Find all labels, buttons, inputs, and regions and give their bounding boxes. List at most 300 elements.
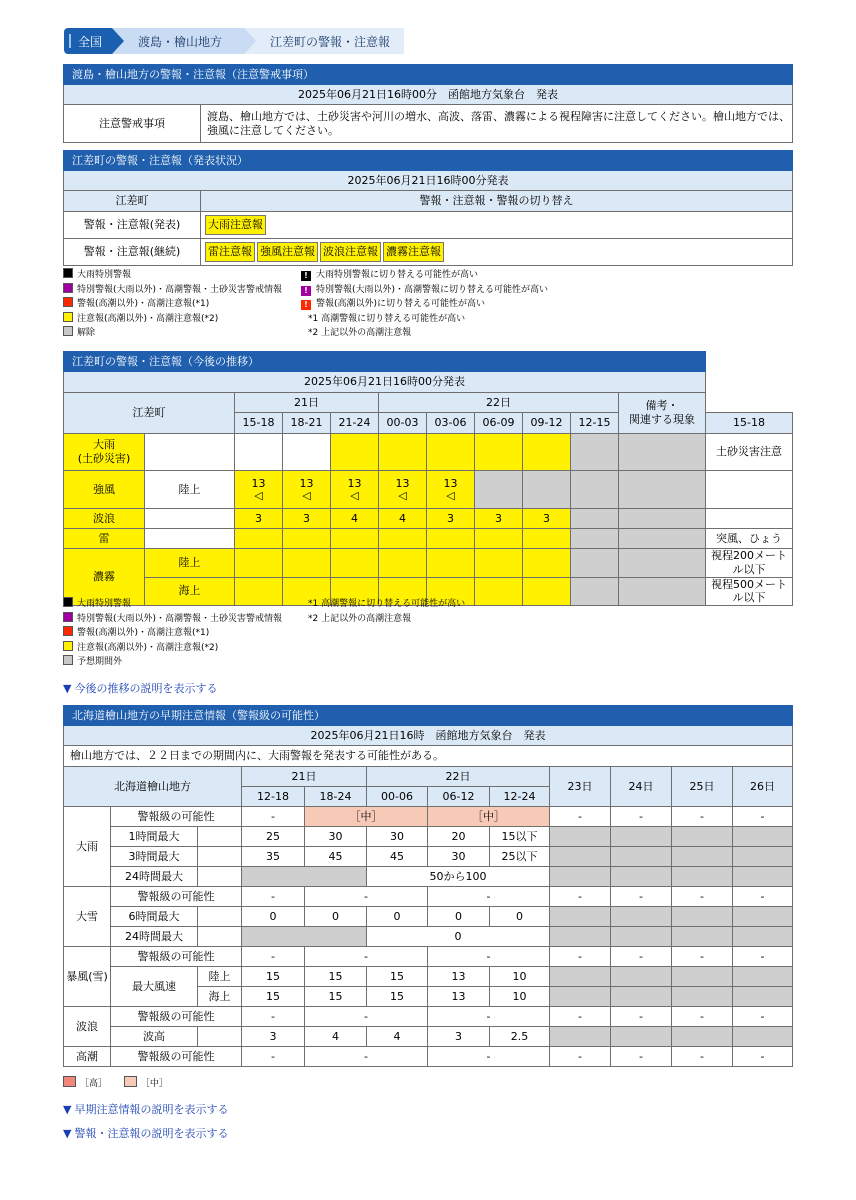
swatch-icon xyxy=(63,641,73,651)
value-cell: - xyxy=(733,887,793,907)
cell xyxy=(475,577,523,606)
legend-item xyxy=(301,297,548,312)
fog-sea-note: 視程500メートル以下 xyxy=(706,577,793,606)
warnings-header: 警報・注意報・警報の切り替え xyxy=(201,191,793,212)
cell xyxy=(619,434,706,471)
value-cell: - xyxy=(242,1007,305,1027)
legend-text: *2 上記以外の高潮注意報 xyxy=(308,328,412,339)
cell xyxy=(523,577,571,606)
r3h-label: 3時間最大 xyxy=(111,847,198,867)
value-cell: 30 xyxy=(428,847,490,867)
land-label: 陸上 xyxy=(145,549,235,578)
legend-item xyxy=(63,641,282,656)
wave-label: 波浪 xyxy=(64,1007,111,1047)
cell xyxy=(672,827,733,847)
day-header: 21日 xyxy=(242,767,367,787)
cell xyxy=(619,509,706,529)
cell xyxy=(672,907,733,927)
legend-right xyxy=(301,268,548,341)
value-cell: 30 xyxy=(305,827,367,847)
thunder-label: 雷 xyxy=(64,529,145,549)
possibility-label: 警報級の可能性 xyxy=(111,947,242,967)
value-cell: 3 xyxy=(242,1027,305,1047)
cell xyxy=(571,577,619,606)
cell xyxy=(283,549,331,578)
warning-chip[interactable]: 濃霧注意報 xyxy=(383,242,444,262)
value-cell: - xyxy=(550,887,611,907)
value-cell: 35 xyxy=(242,847,305,867)
land-label: 陸上 xyxy=(145,471,235,509)
time-header: 00-03 xyxy=(379,413,427,434)
toggle-forecast-explanation-link[interactable] xyxy=(63,680,220,696)
cell xyxy=(733,987,793,1007)
wind-value: 13 xyxy=(395,476,410,490)
breadcrumb-region-label: 渡島・檜山地方 xyxy=(138,34,223,49)
swatch-icon xyxy=(63,268,73,278)
cell xyxy=(611,847,672,867)
swatch-icon xyxy=(63,612,73,622)
section-header: 江差町の警報・注意報（発表状況） xyxy=(64,151,793,171)
cell xyxy=(198,907,242,927)
swatch-icon xyxy=(63,626,73,636)
continued-label: 警報・注意報(継続) xyxy=(64,239,201,266)
heavy-rain-label xyxy=(64,434,145,471)
value-cell: - xyxy=(550,807,611,827)
exclamation-icon: ! xyxy=(301,271,311,281)
time-header: 12-18 xyxy=(242,787,305,807)
value-cell: - xyxy=(428,1047,550,1067)
cell xyxy=(672,967,733,987)
swatch-icon xyxy=(63,297,73,307)
cell xyxy=(283,529,331,549)
value-cell: 15 xyxy=(242,987,305,1007)
value-cell: 3 xyxy=(428,1027,490,1047)
wind-value: 13 xyxy=(299,476,314,490)
cell xyxy=(571,549,619,578)
fog-label: 濃霧 xyxy=(64,549,145,606)
day-header: 26日 xyxy=(733,767,793,807)
swatch-icon xyxy=(63,326,73,336)
cell xyxy=(145,509,235,529)
wind-cell xyxy=(331,471,379,509)
value-cell: - xyxy=(242,807,305,827)
wave-value: 4 xyxy=(331,509,379,529)
value-cell: 13 xyxy=(428,987,490,1007)
legend-text: 大雨特別警報 xyxy=(77,270,132,280)
legend-text: 注意報(高潮以外)・高潮注意報(*2) xyxy=(77,313,219,324)
value-cell: 15 xyxy=(305,967,367,987)
cell xyxy=(733,967,793,987)
value-cell: 15 xyxy=(367,967,428,987)
time-header: 00-06 xyxy=(367,787,428,807)
cell xyxy=(550,827,611,847)
label-line: 大雨 xyxy=(93,438,115,452)
time-header: 09-12 xyxy=(523,413,571,434)
label-line: (土砂災害) xyxy=(77,452,131,465)
cell xyxy=(611,987,672,1007)
warning-chip[interactable]: 大雨注意報 xyxy=(205,215,266,235)
cell xyxy=(331,529,379,549)
day-header: 25日 xyxy=(672,767,733,807)
legend-item xyxy=(63,597,282,612)
cell xyxy=(733,847,793,867)
link-text: 今後の推移の説明を表示する xyxy=(74,682,218,695)
wind-direction-icon: ◁ xyxy=(254,489,263,503)
continued-warnings xyxy=(201,239,793,266)
cell xyxy=(331,434,379,471)
value-cell: 2.5 xyxy=(490,1027,550,1047)
swatch-icon xyxy=(63,1076,76,1087)
s6h-label: 6時間最大 xyxy=(111,907,198,927)
r24h-label: 24時間最大 xyxy=(111,867,198,887)
swatch-icon xyxy=(63,655,73,665)
cell xyxy=(571,471,619,509)
cell xyxy=(706,509,793,529)
value-cell: 13 xyxy=(428,967,490,987)
value-cell: - xyxy=(611,807,672,827)
legend-text: 警報(高潮以外)・高潮注意報(*1) xyxy=(77,628,210,639)
breadcrumb-national[interactable] xyxy=(64,28,112,54)
wind-label: 強風 xyxy=(64,471,145,509)
legend-text: ［高］ xyxy=(80,1079,108,1089)
value-cell: 45 xyxy=(305,847,367,867)
value-cell: - xyxy=(305,1047,428,1067)
legend-item xyxy=(63,326,282,341)
cell xyxy=(733,927,793,947)
possibility-label: 警報級の可能性 xyxy=(111,1007,242,1027)
swatch-icon xyxy=(63,597,73,607)
wind-direction-icon: ◁ xyxy=(398,489,407,503)
sea-label: 海上 xyxy=(198,987,242,1007)
cell xyxy=(672,867,733,887)
value-cell: - xyxy=(428,887,550,907)
thunder-note: 突風、ひょう xyxy=(706,529,793,549)
cell xyxy=(706,471,793,509)
cell xyxy=(550,927,611,947)
issued-time: 2025年06月21日16時00分発表 xyxy=(64,372,706,393)
legend-item xyxy=(63,655,282,670)
legend-text: ［中］ xyxy=(140,1079,168,1089)
cell xyxy=(672,927,733,947)
cell xyxy=(379,549,427,578)
cell xyxy=(619,549,706,578)
legend-item xyxy=(63,283,282,298)
cell xyxy=(235,434,283,471)
time-header: 12-15 xyxy=(571,413,619,434)
value-cell: - xyxy=(611,947,672,967)
cell xyxy=(672,987,733,1007)
value-cell: - xyxy=(428,1007,550,1027)
value-cell: - xyxy=(672,1047,733,1067)
value-cell: - xyxy=(733,947,793,967)
rain-label: 大雨 xyxy=(64,807,111,887)
issued-time: 2025年06月21日16時00分発表 xyxy=(64,171,793,191)
remarks-line: 関連する現象 xyxy=(629,413,695,426)
cell xyxy=(283,434,331,471)
wind-value: 13 xyxy=(347,476,362,490)
issued-label: 警報・注意報(発表) xyxy=(64,212,201,239)
wave-height-label: 波高 xyxy=(111,1027,198,1047)
swatch-icon xyxy=(63,283,73,293)
legend-text: 特別警報(大雨以外)・高潮警報に切り替える可能性が高い xyxy=(316,284,549,295)
section-header: 江差町の警報・注意報（今後の推移） xyxy=(64,352,706,372)
cell xyxy=(145,529,235,549)
cell xyxy=(427,549,475,578)
value-cell: - xyxy=(550,1047,611,1067)
wave-label: 波浪 xyxy=(64,509,145,529)
exclamation-icon: ! xyxy=(301,300,311,310)
value-cell: 0 xyxy=(242,907,305,927)
cell xyxy=(672,1027,733,1047)
warning-chip[interactable]: 強風注意報 xyxy=(257,242,318,262)
land-label: 陸上 xyxy=(198,967,242,987)
cell xyxy=(611,907,672,927)
value-cell: - xyxy=(550,1007,611,1027)
value-cell: 10 xyxy=(490,967,550,987)
value-cell: 25 xyxy=(242,827,305,847)
possibility-label: 警報級の可能性 xyxy=(111,1047,242,1067)
rain-note: 土砂災害注意 xyxy=(706,434,793,471)
cell xyxy=(550,847,611,867)
wind-cell xyxy=(427,471,475,509)
legend-text: 大雨特別警報に切り替える可能性が高い xyxy=(316,270,479,280)
value-cell: 45 xyxy=(367,847,428,867)
value-cell: 50から100 xyxy=(367,867,550,887)
legend-text: *1 高潮警報に切り替える可能性が高い xyxy=(308,313,466,324)
wind-cell xyxy=(235,471,283,509)
wind-value: 13 xyxy=(443,476,458,490)
exclamation-icon: ! xyxy=(301,286,311,296)
r1h-label: 1時間最大 xyxy=(111,827,198,847)
value-cell: 20 xyxy=(428,827,490,847)
day-header: 23日 xyxy=(550,767,611,807)
cell xyxy=(619,577,706,606)
value-cell: - xyxy=(242,887,305,907)
value-cell: - xyxy=(550,947,611,967)
section-header: 北海道檜山地方の早期注意情報（警報級の可能性） xyxy=(64,706,793,726)
cell xyxy=(379,434,427,471)
cell xyxy=(235,529,283,549)
breadcrumb-region[interactable] xyxy=(112,28,244,54)
cell xyxy=(331,549,379,578)
legend-item xyxy=(301,268,548,283)
breadcrumb-current xyxy=(244,28,404,54)
cell xyxy=(611,827,672,847)
cell xyxy=(145,434,235,471)
breadcrumb-national-label: 全国 xyxy=(78,34,103,49)
region-warnings-table xyxy=(63,64,793,143)
link-text: 警報・注意報の説明を表示する xyxy=(74,1127,229,1140)
cell xyxy=(475,529,523,549)
cell xyxy=(550,867,611,887)
legend-left xyxy=(63,268,282,341)
value-cell: 4 xyxy=(367,1027,428,1047)
warning-chip[interactable]: 波浪注意報 xyxy=(320,242,381,262)
value-cell: - xyxy=(672,807,733,827)
cell xyxy=(242,867,367,887)
cell xyxy=(523,434,571,471)
value-cell: 30 xyxy=(367,827,428,847)
wind-cell xyxy=(283,471,331,509)
value-cell: 0 xyxy=(490,907,550,927)
possibility-label: 警報級の可能性 xyxy=(111,807,242,827)
value-cell: - xyxy=(242,1047,305,1067)
legend-text: *1 高潮警報に切り替える可能性が高い xyxy=(308,599,466,609)
value-cell: 15 xyxy=(305,987,367,1007)
value-cell: - xyxy=(733,1007,793,1027)
fog-land-note: 視程200メートル以下 xyxy=(706,549,793,578)
cell xyxy=(611,867,672,887)
value-cell: - xyxy=(305,947,428,967)
wind-direction-icon: ◁ xyxy=(302,489,311,503)
value-cell: 15 xyxy=(367,987,428,1007)
value-cell: 0 xyxy=(428,907,490,927)
cell xyxy=(198,827,242,847)
value-cell: - xyxy=(428,947,550,967)
legend-text: 解除 xyxy=(77,328,96,339)
storm-label: 暴風(雪) xyxy=(64,947,111,1007)
caution-text: 渡島、檜山地方では、土砂災害や河川の増水、高波、落雷、濃霧による視程障害に注意してください。檜山地方では、強風に注意してください。 xyxy=(201,105,793,143)
value-cell: 15 xyxy=(242,967,305,987)
legend-item xyxy=(63,626,282,641)
cell xyxy=(427,529,475,549)
time-header: 06-12 xyxy=(428,787,490,807)
possibility-label: 警報級の可能性 xyxy=(111,887,242,907)
wave-value: 3 xyxy=(427,509,475,529)
breadcrumb-current-label: 江差町の警報・注意報 xyxy=(270,34,391,49)
legend-item xyxy=(63,312,282,327)
legend-text: 注意報(高潮以外)・高潮注意報(*2) xyxy=(77,642,219,653)
cell xyxy=(550,907,611,927)
notice-text: 檜山地方では、２２日までの期間内に、大雨警報を発表する可能性がある。 xyxy=(64,746,793,767)
cell xyxy=(523,529,571,549)
cell xyxy=(571,509,619,529)
caution-label: 注意警戒事項 xyxy=(64,105,201,143)
toggle-warning-explanation-link[interactable] xyxy=(63,1125,231,1141)
maxwind-label: 最大風速 xyxy=(111,967,198,1007)
cell xyxy=(571,434,619,471)
time-header: 15-18 xyxy=(235,413,283,434)
legend-item xyxy=(308,612,465,627)
legend-text: *2 上記以外の高潮注意報 xyxy=(308,613,412,624)
day-header: 22日 xyxy=(379,393,619,413)
time-header: 18-21 xyxy=(283,413,331,434)
cell xyxy=(611,1027,672,1047)
value-cell: - xyxy=(733,807,793,827)
value-cell: - xyxy=(672,1007,733,1027)
value-cell: 0 xyxy=(367,907,428,927)
town-header: 江差町 xyxy=(64,191,201,212)
cell xyxy=(198,927,242,947)
value-cell: 15以下 xyxy=(490,827,550,847)
cell xyxy=(475,549,523,578)
value-cell: - xyxy=(305,1007,428,1027)
wave-value: 3 xyxy=(283,509,331,529)
status-table xyxy=(63,150,793,266)
cell xyxy=(198,867,242,887)
possibility-mid: ［中］ xyxy=(305,807,428,827)
cell xyxy=(733,827,793,847)
cell xyxy=(571,529,619,549)
cell xyxy=(619,471,706,509)
legend-item xyxy=(308,597,465,612)
forecast-table xyxy=(63,351,793,606)
legend-item xyxy=(63,612,282,627)
triangle-down-icon: ▼ xyxy=(63,1127,72,1140)
value-cell: - xyxy=(611,1007,672,1027)
wind-value: 13 xyxy=(251,476,266,490)
wave-value: 3 xyxy=(523,509,571,529)
remarks-line: 備考・ xyxy=(645,399,679,413)
cell xyxy=(550,967,611,987)
time-header: 21-24 xyxy=(331,413,379,434)
cell xyxy=(619,529,706,549)
breadcrumb xyxy=(64,28,404,54)
wind-cell xyxy=(379,471,427,509)
breadcrumb-arrow-icon xyxy=(244,28,256,54)
cell xyxy=(379,529,427,549)
wind-direction-icon: ◁ xyxy=(446,489,455,503)
time-header: 12-24 xyxy=(490,787,550,807)
value-cell: - xyxy=(611,887,672,907)
legend-item xyxy=(63,268,282,283)
breadcrumb-arrow-icon xyxy=(112,28,124,54)
wave-value: 3 xyxy=(475,509,523,529)
wave-value: 3 xyxy=(235,509,283,529)
warning-chip[interactable]: 雷注意報 xyxy=(205,242,255,262)
legend-text: 大雨特別警報 xyxy=(77,599,132,609)
swatch-icon xyxy=(124,1076,137,1087)
cell xyxy=(550,987,611,1007)
day-header: 24日 xyxy=(611,767,672,807)
snow-label: 大雪 xyxy=(64,887,111,947)
cell xyxy=(198,847,242,867)
legend-left xyxy=(63,597,282,670)
s24h-label: 24時間最大 xyxy=(111,927,198,947)
sea-label: 海上 xyxy=(145,577,235,606)
value-cell: 0 xyxy=(305,907,367,927)
link-text: 早期注意情報の説明を表示する xyxy=(74,1103,229,1116)
cell xyxy=(733,867,793,887)
day-header: 22日 xyxy=(367,767,550,787)
day-header: 21日 xyxy=(235,393,379,413)
issued-time: 2025年06月21日16時 函館地方気象台 発表 xyxy=(64,726,793,746)
cell xyxy=(235,549,283,578)
wind-direction-icon: ◁ xyxy=(350,489,359,503)
value-cell: 25以下 xyxy=(490,847,550,867)
time-header: 03-06 xyxy=(427,413,475,434)
wave-value: 4 xyxy=(379,509,427,529)
value-cell: - xyxy=(733,1047,793,1067)
legend-item xyxy=(63,297,282,312)
legend-item xyxy=(301,312,548,327)
value-cell: 0 xyxy=(367,927,550,947)
cell xyxy=(242,927,367,947)
value-cell: - xyxy=(242,947,305,967)
legend-text: 特別警報(大雨以外)・高潮警報・土砂災害警戒情報 xyxy=(77,284,283,295)
early-warning-table xyxy=(63,705,793,1067)
toggle-early-warning-explanation-link[interactable] xyxy=(63,1101,231,1117)
cell xyxy=(523,471,571,509)
legend-text: 予想期間外 xyxy=(77,657,123,668)
value-cell: 10 xyxy=(490,987,550,1007)
possibility-mid: ［中］ xyxy=(428,807,550,827)
legend-text: 特別警報(大雨以外)・高潮警報・土砂災害警戒情報 xyxy=(77,613,283,624)
value-cell: - xyxy=(672,947,733,967)
cell xyxy=(611,967,672,987)
legend-text: 警報(高潮以外)・高潮注意報(*1) xyxy=(77,299,210,310)
cell xyxy=(733,907,793,927)
